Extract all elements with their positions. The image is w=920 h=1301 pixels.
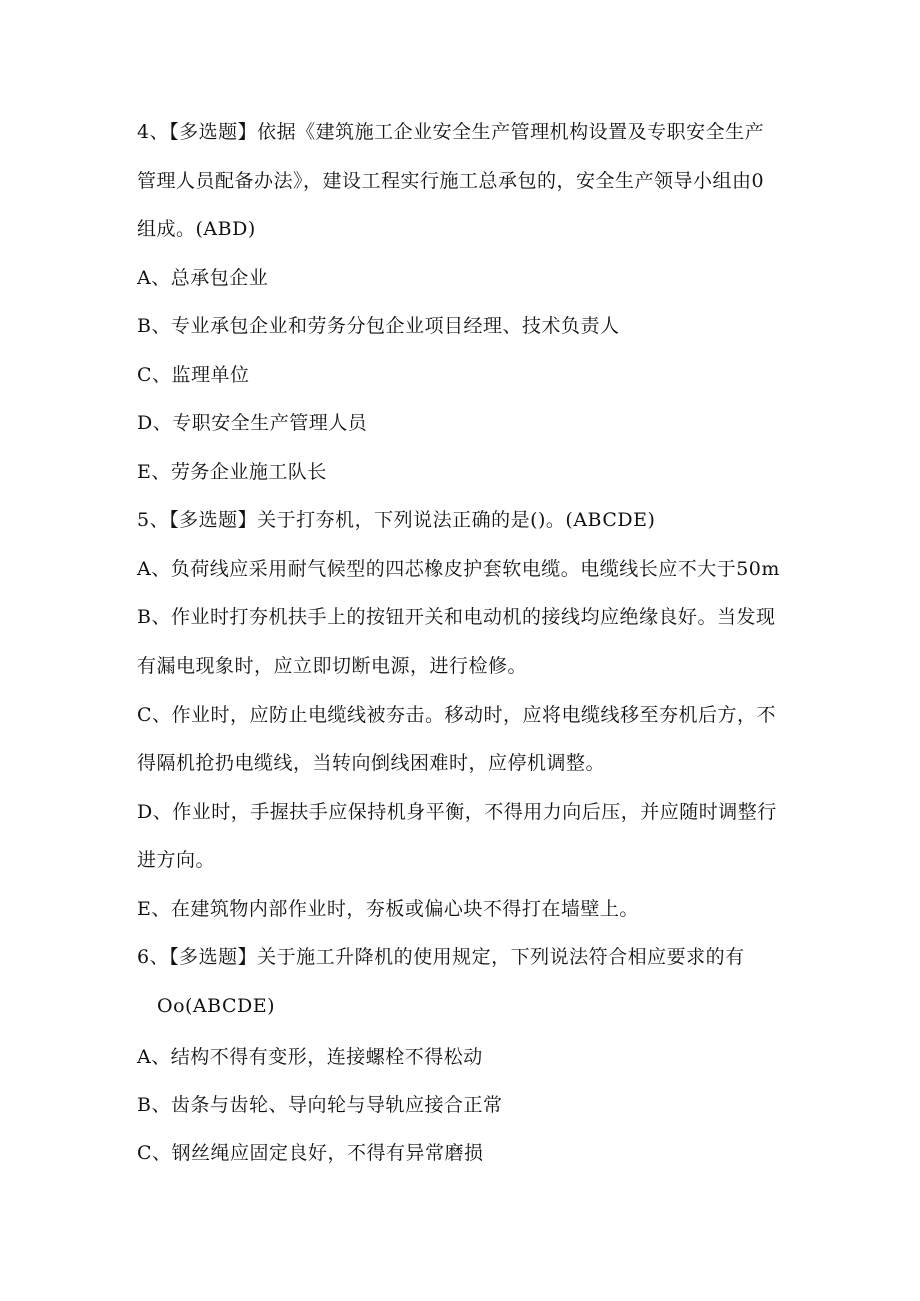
question-4-option-a: A、总承包企业 bbox=[137, 267, 269, 289]
question-6-text-line-1: 6、【多选题】关于施工升降机的使用规定，下列说法符合相应要求的有 bbox=[137, 946, 745, 968]
question-6-text-line-2: Oo(ABCDE) bbox=[157, 995, 276, 1017]
question-4-option-b: B、专业承包企业和劳务分包企业项目经理、技术负责人 bbox=[137, 315, 620, 337]
question-5-option-d-line-1: D、作业时，手握扶手应保持机身平衡，不得用力向后压，并应随时调整行 bbox=[137, 801, 777, 823]
question-4-option-d: D、专职安全生产管理人员 bbox=[137, 412, 368, 434]
question-5-text-line-1: 5、【多选题】关于打夯机，下列说法正确的是()。(ABCDE) bbox=[137, 509, 656, 531]
question-5-option-b-line-2: 有漏电现象时，应立即切断电源，进行检修。 bbox=[137, 655, 528, 677]
question-6-option-a: A、结构不得有变形，连接螺栓不得松动 bbox=[137, 1046, 483, 1068]
question-4-text-line-2: 管理人员配备办法》，建设工程实行施工总承包的，安全生产领导小组由0 bbox=[137, 170, 765, 192]
question-4-option-c: C、监理单位 bbox=[137, 364, 250, 386]
question-5-option-e: E、在建筑物内部作业时，夯板或偏心块不得打在墙壁上。 bbox=[137, 898, 639, 920]
question-5-option-b-line-1: B、作业时打夯机扶手上的按钮开关和电动机的接线均应绝缘良好。当发现 bbox=[137, 606, 776, 628]
question-6-option-b: B、齿条与齿轮、导向轮与导轨应接合正常 bbox=[137, 1094, 503, 1116]
question-5-option-c-line-2: 得隔机抢扔电缆线，当转向倒线困难时，应停机调整。 bbox=[137, 752, 606, 774]
question-5-option-a: A、负荷线应采用耐气候型的四芯橡皮护套软电缆。电缆线长应不大于50m bbox=[137, 558, 780, 580]
question-4-text-line-3: 组成。(ABD) bbox=[137, 218, 256, 240]
question-4-text-line-1: 4、【多选题】依据《建筑施工企业安全生产管理机构设置及专职安全生产 bbox=[137, 121, 765, 143]
question-5-option-d-line-2: 进方向。 bbox=[137, 849, 216, 871]
question-5-option-c-line-1: C、作业时，应防止电缆线被夯击。移动时，应将电缆线移至夯机后方，不 bbox=[137, 704, 777, 726]
question-6-option-c: C、钢丝绳应固定良好，不得有异常磨损 bbox=[137, 1142, 484, 1164]
question-4-option-e: E、劳务企业施工队长 bbox=[137, 461, 327, 483]
